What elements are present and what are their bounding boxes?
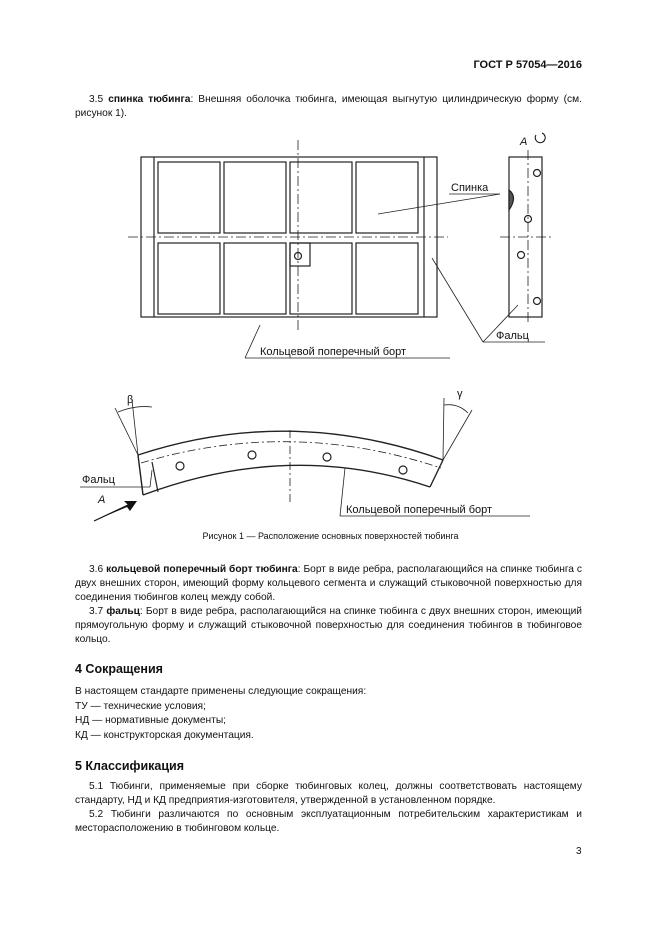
definition: : Борт в виде ребра, располагающийся на спинке тюбинга с двух внешних сторон, имеющий форму кольцевого сегмента и служащий стыковочной поверхностью для соединения тюбингов колец между собой. (75, 564, 582, 603)
section-5-heading: 5 Классификация (75, 759, 185, 773)
definition: : Внешняя оболочка тюбинга, имеющая выгнутую цилиндрическую форму (см. рисунок 1). (75, 94, 582, 119)
label-view-a: А (520, 136, 528, 148)
list-intro: В настоящем стандарте применены следующие сокращения: (75, 686, 367, 697)
clause-5-1: 5.1 Тюбинги, применяемые при сборке тюбинговых колец, должны соответствовать настоящему стандарту, НД и КД предприятия-изготовителя, утвержденной в установленном порядке. (75, 781, 582, 806)
term: кольцевой поперечный борт тюбинга (106, 564, 298, 575)
clause-5-2: 5.2 Тюбинги различаются по основным эксплуатационным потребительским характеристикам и месторасположению в тюбинговом кольце. (75, 809, 582, 834)
bolt-pocket (290, 243, 310, 266)
section-4-heading: 4 Сокращения (75, 662, 163, 676)
clause-number: 3.7 (89, 606, 104, 617)
figure-caption: Рисунок 1 — Расположение основных поверхностей тюбинга (202, 531, 459, 541)
term: фальц (106, 606, 140, 617)
list-item: НД — нормативные документы; (75, 715, 226, 726)
label-falc-left: Фальц (82, 474, 115, 486)
abbrev-list (75, 685, 366, 743)
clause-3-6 (75, 563, 582, 605)
definition: : Борт в виде ребра, располагающийся на спинке тюбинга с двух внешних сторон, имеющий прямоугольную форму и служащий стыковочной поверхностью для соединения тюбингов в тюбинговое кольцо. (75, 606, 582, 645)
clause-number: 3.5 (89, 94, 104, 105)
label-falc-right: Фальц (496, 330, 529, 342)
clause-number: 3.6 (89, 564, 104, 575)
label-ring-bottom: Кольцевой поперечный борт (346, 504, 493, 516)
clause-3-7 (75, 605, 582, 647)
term: спинка тюбинга (108, 94, 191, 105)
label-arrow-a: А (98, 494, 106, 506)
list-item: ТУ — технические условия; (75, 700, 206, 712)
rotate-icon (535, 133, 545, 143)
label-beta: β (127, 394, 134, 406)
list-item: КД — конструкторская документация. (75, 729, 254, 741)
label-spinka: Спинка (451, 182, 489, 194)
label-ring-top: Кольцевой поперечный борт (260, 346, 407, 358)
page-number: 3 (576, 846, 582, 857)
standard-number: ГОСТ Р 57054—2016 (473, 59, 582, 71)
label-gamma: γ (457, 388, 463, 400)
